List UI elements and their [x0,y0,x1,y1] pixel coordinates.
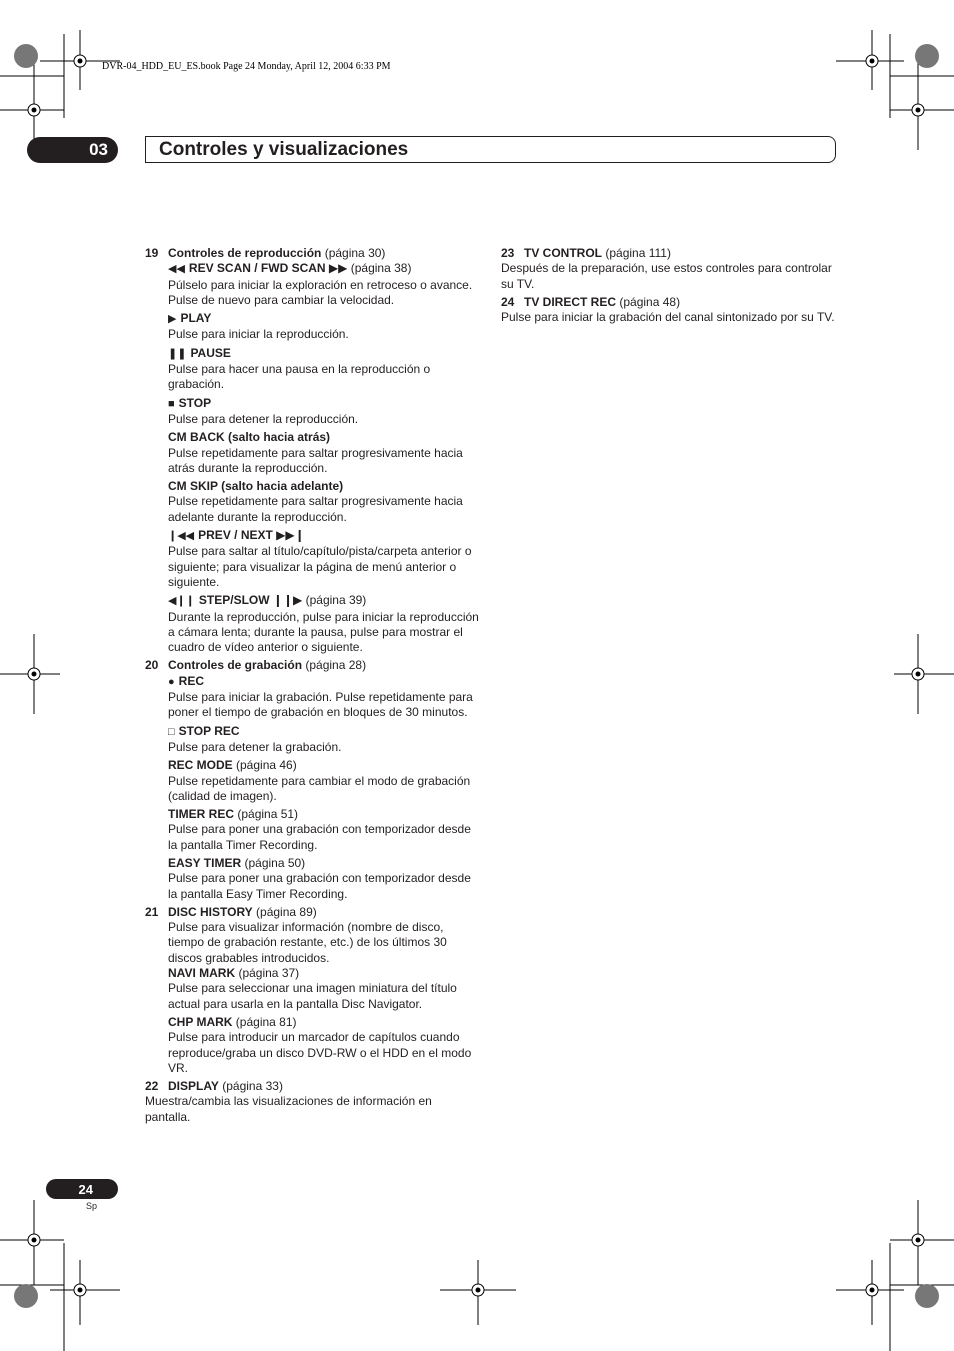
sub-control-name: PLAY [180,311,212,326]
entry-name: DISPLAY [168,1079,219,1094]
button-symbol-icon: □ [168,725,175,738]
entry-title-line [524,246,671,261]
page-reference: (página 30) [324,246,386,260]
entry-name: Controles de grabación [168,658,303,673]
page-number-badge: 24 [46,1179,118,1199]
sub-control-name: EASY TIMER [168,855,242,870]
entry-number: 23 [501,246,515,260]
page-reference: (página 39) [305,593,367,608]
sub-control-description: Pulse para saltar al título/capítulo/pista/carpeta anterior o siguiente; para visualizar la página de menú anterior o siguiente. [168,544,472,589]
entry-heading [501,295,836,310]
sub-control [168,807,480,853]
sub-control-description: Pulse para poner una grabación con temporizador desde la pantalla Easy Timer Recording. [168,871,471,901]
entry-name: DISC HISTORY [168,904,253,919]
button-symbol-icon: ■ [168,397,175,410]
button-symbol-icon: ❚❚ [168,347,187,360]
entry-description: Después de la preparación, use estos controles para controlar su TV. [501,261,832,291]
sub-control-title [168,807,480,822]
sub-control-description: Pulse repetidamente para saltar progresivamente hacia adelante durante la reproducción. [168,494,463,524]
entry-name: TV CONTROL [524,246,602,260]
sub-control [168,261,480,308]
sub-control [168,1015,480,1076]
sub-control-description: Pulse para detener la grabación. [168,739,342,754]
entry-number: 24 [501,294,515,309]
sub-control-title [168,1015,480,1030]
entry-number: 22 [145,1079,159,1094]
sub-control-title [168,346,480,362]
sub-control-title [168,674,480,690]
entry-description: Pulse para iniciar la grabación del canal sintonizado por su TV. [501,310,835,325]
entry-heading [501,246,836,261]
sub-control-name: CM BACK (salto hacia atrás) [168,430,331,445]
left-column [145,246,480,1128]
sub-control-title [168,593,480,609]
button-symbol-icon: ▶ [168,313,177,326]
control-entry [145,246,480,655]
language-label: Sp [86,1201,98,1211]
chapter-title: Controles y visualizaciones [145,136,836,163]
sub-control-name: CM SKIP (salto hacia adelante) [168,479,344,494]
control-entry [145,1079,480,1125]
page-reference: (página 48) [619,294,681,309]
entry-heading [145,246,480,261]
sub-control [168,758,480,804]
entry-description: Pulse para visualizar información (nombre de disco, tiempo de grabación restante, etc.) de los últimos 30 discos grabables introducidos. [168,920,447,965]
button-symbol-icon: ● [168,675,175,688]
sub-control-title [168,966,480,981]
entry-title-line [524,295,680,310]
sub-control-description: Pulse para iniciar la reproducción. [168,327,349,342]
chapter-number-badge: 03 [27,137,118,163]
page-reference: (página 89) [256,904,317,919]
sub-control [168,396,480,428]
control-entry [501,246,836,292]
sub-control [168,528,480,590]
control-entry [145,658,480,901]
entry-heading [145,905,480,920]
entry-title-line [168,658,366,673]
sub-control [168,430,480,476]
page-reference: (página 81) [235,1014,297,1029]
entry-heading [145,658,480,673]
sub-control-name: REC MODE [168,758,233,773]
sub-control-name: STOP REC [178,723,240,738]
sub-control-description: Pulse para seleccionar una imagen miniatura del título actual para usarla en la pantalla Disc Navigator. [168,981,457,1011]
sub-control-description: Púlselo para iniciar la exploración en retroceso o avance. Pulse de nuevo para cambiar la velocidad. [168,277,473,307]
page-reference: (página 111) [605,246,671,260]
page-reference: (página 51) [237,807,299,822]
control-entry [501,295,836,326]
entry-number: 21 [145,904,159,919]
sub-control-name: PREV / NEXT ▶▶❙ [198,528,305,543]
entry-description: Muestra/cambia las visualizaciones de información en pantalla. [145,1094,432,1124]
entry-name: TV DIRECT REC [524,294,617,309]
sub-control-description: Pulse repetidamente para saltar progresivamente hacia atrás durante la reproducción. [168,445,463,475]
sub-control-description: Pulse para detener la reproducción. [168,411,359,426]
sub-control [168,593,480,655]
sub-control-name: TIMER REC [168,807,234,822]
sub-control-description: Pulse para introducir un marcador de capítulos cuando reproduce/graba un disco DVD-RW o el HDD en el modo VR. [168,1030,472,1075]
sub-control-title [168,396,480,412]
sub-control [168,856,480,902]
control-entry [145,905,480,1076]
sub-control-name: REC [178,673,204,688]
sub-control [168,674,480,721]
sub-control-name: STEP/SLOW ❙❙▶ [198,593,303,608]
page-reference: (página 28) [305,658,367,673]
sub-control-name: REV SCAN / FWD SCAN ▶▶ [188,261,348,276]
entry-number: 19 [145,246,159,260]
page-reference: (página 37) [238,966,300,981]
page-reference: (página 38) [350,261,412,276]
sub-control-description: Pulse para poner una grabación con temporizador desde la pantalla Timer Recording. [168,822,471,852]
sub-control-description: Pulse repetidamente para cambiar el modo de grabación (calidad de imagen). [168,773,471,803]
sub-control-title [168,528,480,544]
entry-heading [145,1079,480,1094]
sub-control [168,724,480,756]
sub-control-title [168,261,480,277]
sub-control-name: PAUSE [190,345,231,360]
sub-control [168,346,480,393]
sub-control-title [168,724,480,740]
sub-control-name: NAVI MARK [168,966,236,981]
right-column [501,246,836,328]
sub-control-title [168,856,480,871]
sub-control-name: STOP [178,395,212,410]
sub-control-description: Pulse para hacer una pausa en la reproducción o grabación. [168,362,431,392]
entry-title-line [168,246,385,261]
sub-control-title [168,311,480,327]
sub-control-title [168,479,480,494]
sub-control-title [168,758,480,773]
page-reference: (página 50) [244,855,306,870]
entry-title-line [168,905,317,920]
entry-number: 20 [145,658,159,673]
page-reference: (página 46) [236,758,297,773]
button-symbol-icon: ❙◀◀ [168,530,195,543]
sub-control-title [168,430,480,445]
entry-name: Controles de reproducción [168,246,322,260]
button-symbol-icon: ◀◀ [168,263,185,276]
page-reference: (página 33) [222,1079,283,1094]
button-symbol-icon: ◀❙❙ [168,595,195,608]
sub-control-description: Pulse para iniciar la grabación. Pulse repetidamente para poner el tiempo de grabación en bloques de 30 minutos. [168,690,473,720]
entry-title-line [168,1079,283,1094]
sub-control [168,311,480,343]
file-header: DVR-04_HDD_EU_ES.book Page 24 Monday, April 12, 2004 6:33 PM [102,61,391,72]
sub-control [168,966,480,1012]
sub-control-description: Durante la reproducción, pulse para iniciar la reproducción a cámara lenta; durante la pausa, pulse para mostrar el cuadro de vídeo anterior o siguiente. [168,609,479,655]
sub-control-name: CHP MARK [168,1014,233,1029]
sub-control [168,479,480,525]
